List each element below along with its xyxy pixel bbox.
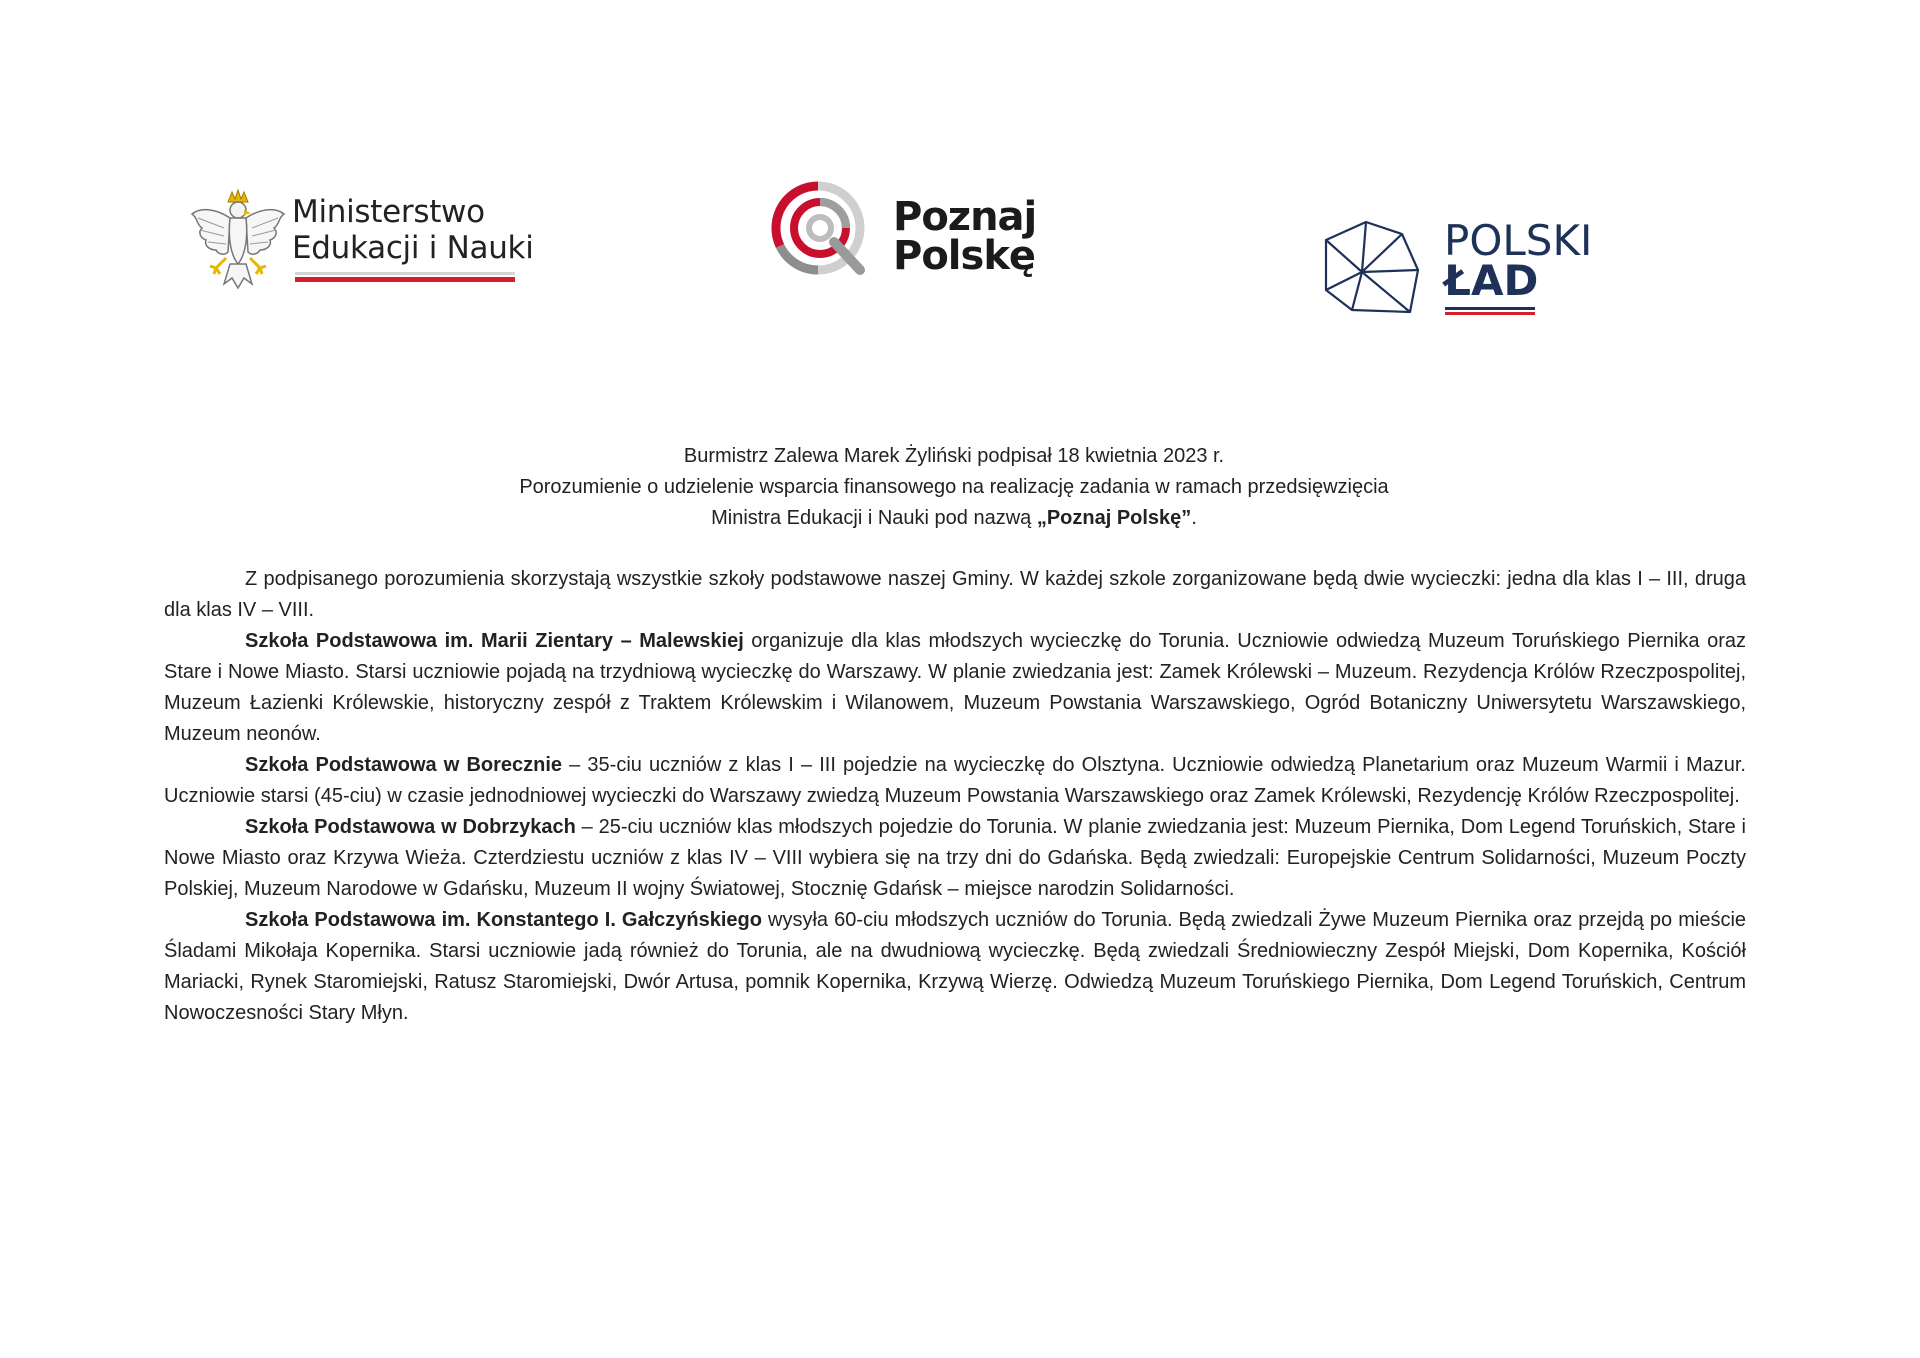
logo-men-line2: Edukacji i Nauki: [292, 230, 534, 266]
paragraph-school-4: [164, 905, 1746, 1029]
school-3-text: – 25-ciu uczniów klas młodszych pojedzie do Torunia. W planie zwiedzania jest: Muzeum Piernika, Dom Legend Toruńskich, Stare i Nowe Miasto oraz Krzywa Wieża. Czterdziestu uczniów z klas IV – VIII wybiera się na trzy dni do Gdańska. Będą zwiedzali: Europejskie Centrum Solidarności, Muzeum Poczty Polskiej, Muzeum Narodowe w Gdańsku, Muzeum II wojny Światowej, Stocznię Gdańsk – miejsce narodzin Solidarności.: [164, 816, 1746, 900]
paragraph-intro: Z podpisanego porozumienia skorzystają wszystkie szkoły podstawowe naszej Gminy. W każdej szkole zorganizowane będą dwie wycieczki: jedna dla klas I – III, druga dla klas IV – VIII.: [164, 568, 1746, 621]
document-header: [164, 441, 1744, 534]
logo-ministerstwo: [188, 188, 534, 298]
paragraph-school-3: [164, 812, 1746, 905]
school-3-name: Szkoła Podstawowa w Dobrzykach: [245, 816, 576, 838]
school-1-name: Szkoła Podstawowa im. Marii Zientary – Malewskiej: [245, 630, 744, 652]
logo-pl-line2: ŁAD: [1444, 256, 1539, 305]
logo-pp-line2: Polskę: [893, 233, 1036, 279]
program-name: „Poznaj Polskę”: [1036, 507, 1192, 529]
header-line-3-prefix: Ministra Edukacji i Nauki pod nazwą: [711, 507, 1037, 529]
paragraph-school-2: [164, 750, 1746, 812]
logo-men-line1: Ministerstwo: [292, 194, 485, 230]
school-4-name: Szkoła Podstawowa im. Konstantego I. Gałczyńskiego: [245, 909, 762, 931]
logo-pp-line1: Poznaj: [893, 194, 1037, 240]
logo-pl-blue-bar: [1445, 307, 1535, 310]
header-line-3-suffix: .: [1191, 507, 1197, 529]
logo-men-white-bar: [295, 272, 515, 275]
paragraph-school-1: [164, 626, 1746, 750]
logo-pl-line1: POLSKI: [1444, 216, 1593, 265]
logo-pl-red-bar: [1445, 312, 1535, 315]
white-eagle-emblem-icon: [188, 188, 288, 294]
logo-men-red-bar: [295, 277, 515, 282]
logo-polski-lad: [1322, 218, 1612, 320]
school-1-text: organizuje dla klas młodszych wycieczkę do Torunia. Uczniowie odwiedzą Muzeum Toruńskiego Piernika oraz Stare i Nowe Miasto. Starsi uczniowie pojadą na trzydniową wycieczkę do Warszawy. W planie zwiedzania jest: Zamek Królewski – Muzeum. Rezydencja Królów Rzeczpospolitej, Muzeum Łazienki Królewskie, historyczny zespół z Traktem Królewskim i Wilanowem, Muzeum Powstania Warszawskiego, Ogród Botaniczny Uniwersytetu Warszawskiego, Muzeum neonów.: [164, 630, 1746, 745]
school-2-name: Szkoła Podstawowa w Borecznie: [245, 754, 563, 776]
document-body: [164, 564, 1746, 1029]
school-4-text: wysyła 60-ciu młodszych uczniów do Torunia. Będą zwiedzali Żywe Muzeum Piernika oraz przejdą po mieście Śladami Mikołaja Kopernika. Starsi uczniowie jadą również do Torunia, ale na dwudniową wycieczkę. Będą zwiedzali Średniowieczny Zespół Miejski, Dom Kopernika, Kościół Mariacki, Rynek Staromiejski, Ratusz Staromiejski, Dwór Artusa, pomnik Kopernika, Krzywą Wierzę. Odwiedzą Muzeum Toruńskiego Piernika, Dom Legend Toruńskich, Centrum Nowoczesności Stary Młyn.: [164, 909, 1747, 1024]
magnifier-ring-icon: [768, 176, 874, 282]
header-line-1: Burmistrz Zalewa Marek Żyliński podpisał 18 kwietnia 2023 r.: [683, 445, 1225, 467]
header-line-2: Porozumienie o udzielenie wsparcia finansowego na realizację zadania w ramach przedsięwzięcia: [519, 476, 1389, 498]
poland-outline-icon: [1322, 218, 1422, 316]
logo-poznaj-polske: [768, 176, 1048, 296]
header-line-3: [164, 503, 1744, 534]
school-2-text: – 35-ciu uczniów z klas I – III pojedzie na wycieczkę do Olsztyna. Uczniowie odwiedzą Planetarium oraz Muzeum Warmii i Mazur. Uczniowie starsi (45-ciu) w czasie jednodniowej wycieczki do Warszawy zwiedzą Muzeum Powstania Warszawskiego oraz Zamek Królewski, Rezydencję Królów Rzeczpospolitej.: [164, 754, 1746, 807]
